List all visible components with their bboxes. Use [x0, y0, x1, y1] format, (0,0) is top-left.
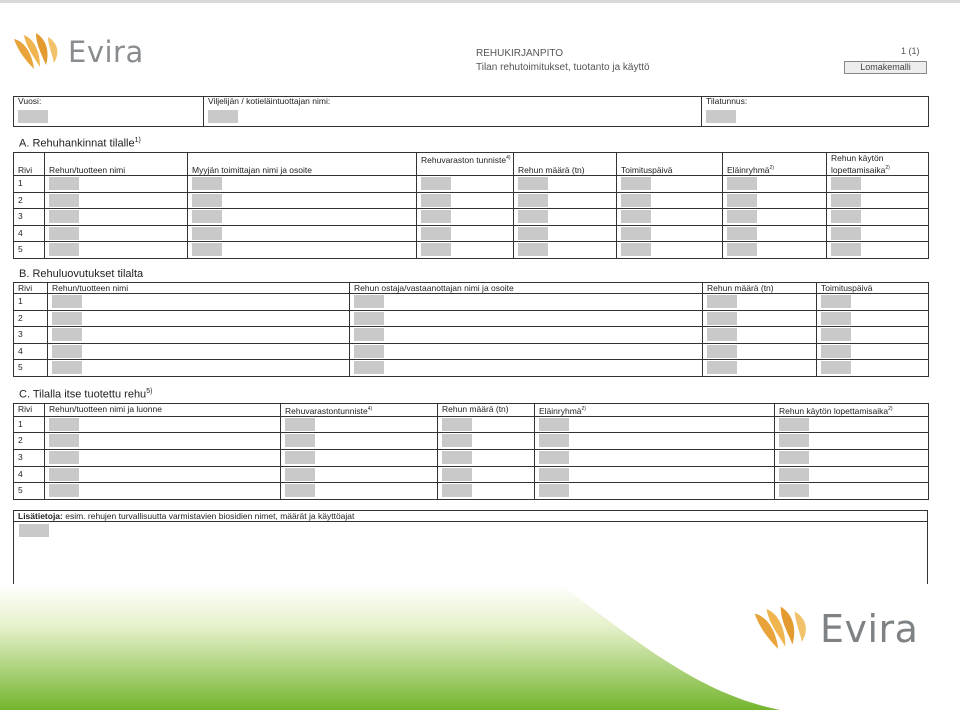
table-cell — [703, 343, 817, 360]
input-field[interactable] — [354, 312, 384, 325]
table-cell — [535, 466, 775, 483]
table-cell — [350, 310, 703, 327]
table-row — [14, 466, 929, 483]
input-field[interactable] — [192, 243, 222, 256]
input-field[interactable] — [831, 227, 861, 240]
c-col-rivi: Rivi — [14, 404, 45, 417]
table-cell — [535, 483, 775, 500]
table-cell — [188, 176, 417, 193]
c-col-lopetus: Rehun käytön lopettamisaika$^{2)}$ — [775, 404, 929, 417]
table-cell — [438, 416, 535, 433]
lisatietoja-box — [13, 510, 928, 584]
logo-text: Evira — [68, 35, 144, 69]
input-field[interactable] — [621, 243, 651, 256]
table-cell — [703, 310, 817, 327]
input-field[interactable] — [421, 227, 451, 240]
input-field[interactable] — [518, 177, 548, 190]
table-row — [14, 327, 929, 344]
page-number: 1 (1) — [901, 46, 920, 56]
section-b-table — [13, 282, 929, 377]
input-field[interactable] — [354, 361, 384, 374]
row-number: 2 — [14, 433, 45, 450]
input-field[interactable] — [727, 177, 757, 190]
input-field[interactable] — [421, 194, 451, 207]
input-field[interactable] — [49, 451, 79, 464]
table-cell — [827, 176, 929, 193]
input-field[interactable] — [831, 243, 861, 256]
table-cell — [45, 209, 188, 226]
input-field[interactable] — [354, 345, 384, 358]
table-row — [14, 209, 929, 226]
table-cell — [350, 360, 703, 377]
table-cell — [617, 176, 723, 193]
table-cell — [617, 242, 723, 259]
table-cell — [514, 242, 617, 259]
input-field[interactable] — [52, 328, 82, 341]
table-row — [14, 242, 929, 259]
input-field[interactable] — [779, 418, 809, 431]
table-cell — [723, 209, 827, 226]
evira-logo — [10, 31, 144, 73]
input-field[interactable] — [821, 312, 851, 325]
table-cell — [775, 450, 929, 467]
section-c-table — [13, 403, 929, 500]
table-cell — [775, 466, 929, 483]
input-field[interactable] — [707, 328, 737, 341]
viljelija-cell — [204, 106, 702, 126]
input-field[interactable] — [442, 468, 472, 481]
table-row — [14, 225, 929, 242]
table-cell — [775, 483, 929, 500]
input-field[interactable] — [49, 484, 79, 497]
input-field[interactable] — [518, 210, 548, 223]
row-number: 2 — [14, 310, 48, 327]
table-row — [14, 310, 929, 327]
b-col-maara: Rehun määrä (tn) — [703, 283, 817, 294]
table-cell — [281, 433, 438, 450]
table-cell — [48, 310, 350, 327]
input-field[interactable] — [518, 194, 548, 207]
input-field[interactable] — [52, 361, 82, 374]
table-cell — [514, 192, 617, 209]
input-field[interactable] — [421, 177, 451, 190]
input-field[interactable] — [707, 295, 737, 308]
table-cell — [48, 294, 350, 311]
row-number: 3 — [14, 327, 48, 344]
input-field[interactable] — [49, 210, 79, 223]
logo-text: Evira — [820, 607, 919, 651]
input-field[interactable] — [442, 418, 472, 431]
input-field[interactable] — [821, 328, 851, 341]
input-field[interactable] — [727, 194, 757, 207]
c-col-elainryhma: Eläinryhmä$^{2)}$ — [535, 404, 775, 417]
table-cell — [350, 327, 703, 344]
table-cell — [438, 450, 535, 467]
input-field[interactable] — [621, 210, 651, 223]
table-cell — [281, 416, 438, 433]
subtitle: Tilan rehutoimitukset, tuotanto ja käyttö — [476, 62, 650, 73]
input-field[interactable] — [518, 227, 548, 240]
input-field[interactable] — [52, 295, 82, 308]
row-number: 4 — [14, 466, 45, 483]
farm-info-table — [13, 96, 929, 127]
tilatunnus-field[interactable] — [706, 110, 736, 123]
lisatietoja-label: Lisätietoja: esim. rehujen turvallisuutta varmistavien biosidien nimet, määrät ja käyttöajat — [14, 511, 927, 522]
input-field[interactable] — [49, 243, 79, 256]
table-cell — [617, 192, 723, 209]
viljelija-label: Viljelijän / kotieläintuottajan nimi: — [204, 97, 702, 107]
table-cell — [281, 483, 438, 500]
section-a-table — [13, 152, 929, 259]
table-cell — [817, 310, 929, 327]
table-cell — [817, 343, 929, 360]
vuosi-cell — [14, 106, 204, 126]
table-row — [14, 416, 929, 433]
table-cell — [438, 483, 535, 500]
table-cell — [703, 294, 817, 311]
row-number: 3 — [14, 450, 45, 467]
table-cell — [45, 466, 281, 483]
input-field[interactable] — [539, 451, 569, 464]
table-cell — [703, 327, 817, 344]
table-row — [14, 294, 929, 311]
vuosi-label: Vuosi: — [14, 97, 204, 107]
section-b-title: B. Rehuluovutukset tilalta — [19, 268, 144, 280]
table-cell — [45, 176, 188, 193]
table-cell — [535, 450, 775, 467]
a-col-myyja: Myyjän toimittajan nimi ja osoite — [188, 153, 417, 176]
vuosi-field[interactable] — [18, 110, 48, 123]
table-row — [14, 343, 929, 360]
title: REHUKIRJANPITO — [476, 48, 564, 59]
input-field[interactable] — [192, 210, 222, 223]
table-cell — [45, 433, 281, 450]
input-field[interactable] — [421, 243, 451, 256]
table-cell — [723, 225, 827, 242]
c-col-nimi: Rehun/tuotteen nimi ja luonne — [45, 404, 281, 417]
table-cell — [417, 242, 514, 259]
table-cell — [723, 242, 827, 259]
row-number: 5 — [14, 242, 45, 259]
a-col-elainryhma: Eläinryhmä$^{2)}$ — [723, 153, 827, 176]
table-cell — [48, 360, 350, 377]
table-cell — [188, 242, 417, 259]
table-cell — [723, 176, 827, 193]
b-col-nimi: Rehun/tuotteen nimi — [48, 283, 350, 294]
table-cell — [417, 209, 514, 226]
input-field[interactable] — [49, 194, 79, 207]
table-cell — [48, 327, 350, 344]
a-col-lopetus: Rehun käytön lopettamisaika$^{2)}$ — [827, 153, 929, 176]
a-col-rivi: Rivi — [14, 153, 45, 176]
evira-logo-bottom — [750, 604, 918, 654]
input-field[interactable] — [539, 434, 569, 447]
input-field[interactable] — [539, 468, 569, 481]
input-field[interactable] — [621, 177, 651, 190]
a-col-toimituspaiva: Toimituspäivä — [617, 153, 723, 176]
section-c-title: C. Tilalla itse tuotettu rehu$^{5)}$ — [19, 388, 153, 401]
c-col-maara: Rehun määrä (tn) — [438, 404, 535, 417]
table-cell — [817, 327, 929, 344]
table-cell — [775, 433, 929, 450]
row-number: 4 — [14, 225, 45, 242]
row-number: 2 — [14, 192, 45, 209]
input-field[interactable] — [49, 434, 79, 447]
input-field[interactable] — [52, 312, 82, 325]
row-number: 4 — [14, 343, 48, 360]
input-field[interactable] — [49, 468, 79, 481]
row-number: 1 — [14, 176, 45, 193]
table-cell — [827, 209, 929, 226]
a-col-maara: Rehun määrä (tn) — [514, 153, 617, 176]
evira-leaf-icon — [10, 31, 66, 73]
evira-leaf-icon — [750, 604, 816, 654]
table-cell — [281, 450, 438, 467]
table-row — [14, 360, 929, 377]
section-c-rows — [14, 416, 929, 499]
input-field[interactable] — [821, 295, 851, 308]
row-number: 3 — [14, 209, 45, 226]
lomakemalli-button[interactable]: Lomakemalli — [844, 61, 927, 74]
table-cell — [188, 225, 417, 242]
input-field[interactable] — [192, 177, 222, 190]
table-cell — [438, 433, 535, 450]
tilatunnus-cell — [702, 106, 929, 126]
input-field[interactable] — [49, 177, 79, 190]
table-cell — [45, 192, 188, 209]
input-field[interactable] — [779, 451, 809, 464]
table-cell — [514, 225, 617, 242]
input-field[interactable] — [831, 177, 861, 190]
table-cell — [617, 225, 723, 242]
table-cell — [45, 483, 281, 500]
table-row — [14, 433, 929, 450]
viljelija-field[interactable] — [208, 110, 238, 123]
table-cell — [514, 209, 617, 226]
input-field[interactable] — [285, 484, 315, 497]
section-b-rows — [14, 294, 929, 377]
input-field[interactable] — [831, 210, 861, 223]
input-field[interactable] — [421, 210, 451, 223]
table-cell — [188, 192, 417, 209]
input-field[interactable] — [707, 361, 737, 374]
table-cell — [281, 466, 438, 483]
table-cell — [417, 225, 514, 242]
table-cell — [48, 343, 350, 360]
table-cell — [827, 242, 929, 259]
lisatietoja-field[interactable] — [19, 524, 49, 537]
input-field[interactable] — [727, 243, 757, 256]
input-field[interactable] — [442, 434, 472, 447]
table-row — [14, 450, 929, 467]
table-cell — [417, 192, 514, 209]
c-col-varasto: Rehuvarastontunniste$^{4)}$ — [281, 404, 438, 417]
section-a-rows — [14, 176, 929, 259]
b-col-toimituspaiva: Toimituspäivä — [817, 283, 929, 294]
table-cell — [535, 433, 775, 450]
input-field[interactable] — [354, 295, 384, 308]
input-field[interactable] — [354, 328, 384, 341]
input-field[interactable] — [821, 345, 851, 358]
input-field[interactable] — [779, 468, 809, 481]
table-cell — [45, 450, 281, 467]
table-cell — [827, 225, 929, 242]
input-field[interactable] — [285, 451, 315, 464]
input-field[interactable] — [707, 345, 737, 358]
section-a-title: A. Rehuhankinnat tilalle$^{1)}$ — [19, 137, 141, 150]
input-field[interactable] — [727, 210, 757, 223]
input-field[interactable] — [285, 434, 315, 447]
input-field[interactable] — [285, 468, 315, 481]
input-field[interactable] — [192, 194, 222, 207]
table-cell — [188, 209, 417, 226]
table-row — [14, 192, 929, 209]
row-number: 1 — [14, 416, 45, 433]
input-field[interactable] — [539, 484, 569, 497]
input-field[interactable] — [621, 227, 651, 240]
input-field[interactable] — [285, 418, 315, 431]
a-col-varasto: Rehuvaraston tunniste$^{4)}$ — [417, 153, 514, 176]
table-cell — [817, 294, 929, 311]
input-field[interactable] — [821, 361, 851, 374]
table-cell — [45, 225, 188, 242]
input-field[interactable] — [49, 418, 79, 431]
table-cell — [775, 416, 929, 433]
table-row — [14, 483, 929, 500]
input-field[interactable] — [727, 227, 757, 240]
tilatunnus-label: Tilatunnus: — [702, 97, 929, 107]
input-field[interactable] — [49, 227, 79, 240]
row-number: 5 — [14, 483, 45, 500]
input-field[interactable] — [52, 345, 82, 358]
input-field[interactable] — [779, 434, 809, 447]
input-field[interactable] — [539, 418, 569, 431]
document-title — [476, 47, 650, 75]
table-cell — [827, 192, 929, 209]
input-field[interactable] — [621, 194, 651, 207]
input-field[interactable] — [518, 243, 548, 256]
table-cell — [350, 343, 703, 360]
table-cell — [514, 176, 617, 193]
table-cell — [703, 360, 817, 377]
table-cell — [817, 360, 929, 377]
input-field[interactable] — [442, 484, 472, 497]
b-col-ostaja: Rehun ostaja/vastaanottajan nimi ja osoite — [350, 283, 703, 294]
input-field[interactable] — [707, 312, 737, 325]
input-field[interactable] — [442, 451, 472, 464]
input-field[interactable] — [831, 194, 861, 207]
row-number: 5 — [14, 360, 48, 377]
table-cell — [350, 294, 703, 311]
input-field[interactable] — [192, 227, 222, 240]
b-col-rivi: Rivi — [14, 283, 48, 294]
table-cell — [417, 176, 514, 193]
table-cell — [723, 192, 827, 209]
row-number: 1 — [14, 294, 48, 311]
table-cell — [45, 242, 188, 259]
input-field[interactable] — [779, 484, 809, 497]
table-row — [14, 176, 929, 193]
a-col-nimi: Rehun/tuotteen nimi — [45, 153, 188, 176]
table-cell — [535, 416, 775, 433]
table-cell — [617, 209, 723, 226]
table-cell — [45, 416, 281, 433]
table-cell — [438, 466, 535, 483]
